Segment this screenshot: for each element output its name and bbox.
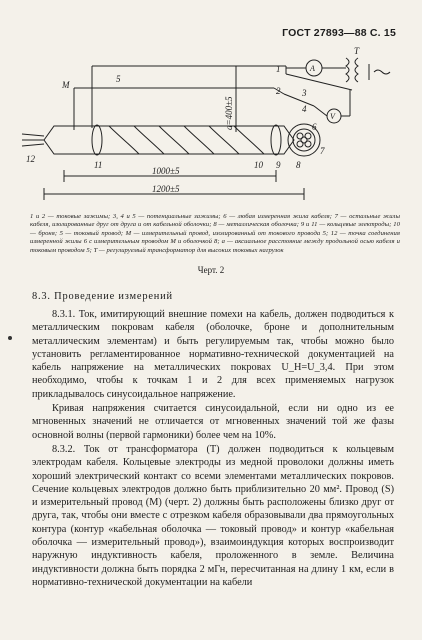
dimension-1200: 1200±5 — [152, 184, 180, 194]
figure-label: Черт. 2 — [197, 265, 225, 275]
label-2: 2 — [276, 86, 281, 96]
circuit-diagram — [14, 44, 408, 216]
page-header: ГОСТ 27893—88 С. 15 — [282, 27, 396, 39]
label-5: 5 — [116, 74, 121, 84]
label-12: 12 — [26, 154, 35, 164]
label-7: 7 — [320, 146, 325, 156]
label-a-dimension: a=400±5 — [224, 96, 234, 130]
paragraph: 8.3.1. Ток, имитирующий внешние помехи на кабель, должен подводиться к металлическим покровам кабеля (оболочке, броне и дополнительным металлическим элементам) и быть регулируемым так, чтобы можно было установить регламентированное нормативно-технической документацией на кабель напряжение на металлических покровах U_H=U_3,4. При этом необходимо, чтобы к точкам 1 и 2 для всех применяемых нагрузок прикладывалось синусоидальное напряжение. — [32, 309, 394, 400]
circuit-figure — [14, 44, 408, 216]
label-3: 3 — [302, 88, 307, 98]
label-v-meter: V — [330, 112, 335, 121]
dimension-1000: 1000±5 — [152, 166, 180, 176]
label-6: 6 — [312, 122, 317, 132]
section-title: 8.3. Проведение измерений — [32, 291, 173, 302]
paragraph: Кривая напряжения считается синусоидальной, если ни одно из ее мгновенных значений не отличается от мгновенных значений той же фазы основной волны (первой гармоники) более чем на 10%. — [32, 403, 394, 441]
paragraph: 8.3.2. Ток от трансформатора (T) должен подводиться к кольцевым электродам кабеля. Кольцевые электроды из медной проволоки должны иметь хороший электрический контакт со всеми элементами металлических покровов. Сечение кольцевых электродов должно быть приблизительно 20 мм². Провод (S) и измерительный провод (M) (черт. 2) должны быть расположены близко друг от друга, так, чтобы они вместе с отрезком кабеля образовывали два прямоугольных контура (контур «кабельная оболочка — токовый провод» и контур «кабельная оболочка — измерительный провод»), взаимоиндукция которых воспроизводит наружную индуктивность кабеля, проложенного в земле. Величина индуктивности должна быть порядка 2 мГн, пересчитанная на длину 1 км, если в нормативно-технической документации на кабели — [32, 443, 394, 588]
label-m: M — [62, 80, 70, 90]
label-10: 10 — [254, 160, 263, 170]
label-1: 1 — [276, 64, 281, 74]
figure-caption: 1 и 2 — токовые зажимы; 3, 4 и 5 — потенциальные зажимы; 6 — любая измеренная жила кабеля; 7 — остальные жилы кабеля, изолированные друг от друга и от кабельной оболочки; 8 — металлическая оболочка; 9 и 11 — кольцевые электроды; 10 — броня; 5 — токовый провод; M — измерительный провод, изолированный от токового провода 5; 12 — точка соединения измеренной жилы 6 с измерительным проводом M и оболочкой 8; a — аксиальное расстояние между продольной осью кабеля и токовым проводом 5; T — регулируемый трансформатор для высоких токовых нагрузок — [30, 213, 400, 254]
label-a-meter: A — [310, 64, 315, 73]
label-4: 4 — [302, 104, 307, 114]
binder-dot — [8, 336, 12, 340]
body-text — [32, 308, 394, 589]
label-t: T — [354, 46, 360, 56]
label-8: 8 — [296, 160, 301, 170]
label-9: 9 — [276, 160, 281, 170]
label-11: 11 — [94, 160, 103, 170]
